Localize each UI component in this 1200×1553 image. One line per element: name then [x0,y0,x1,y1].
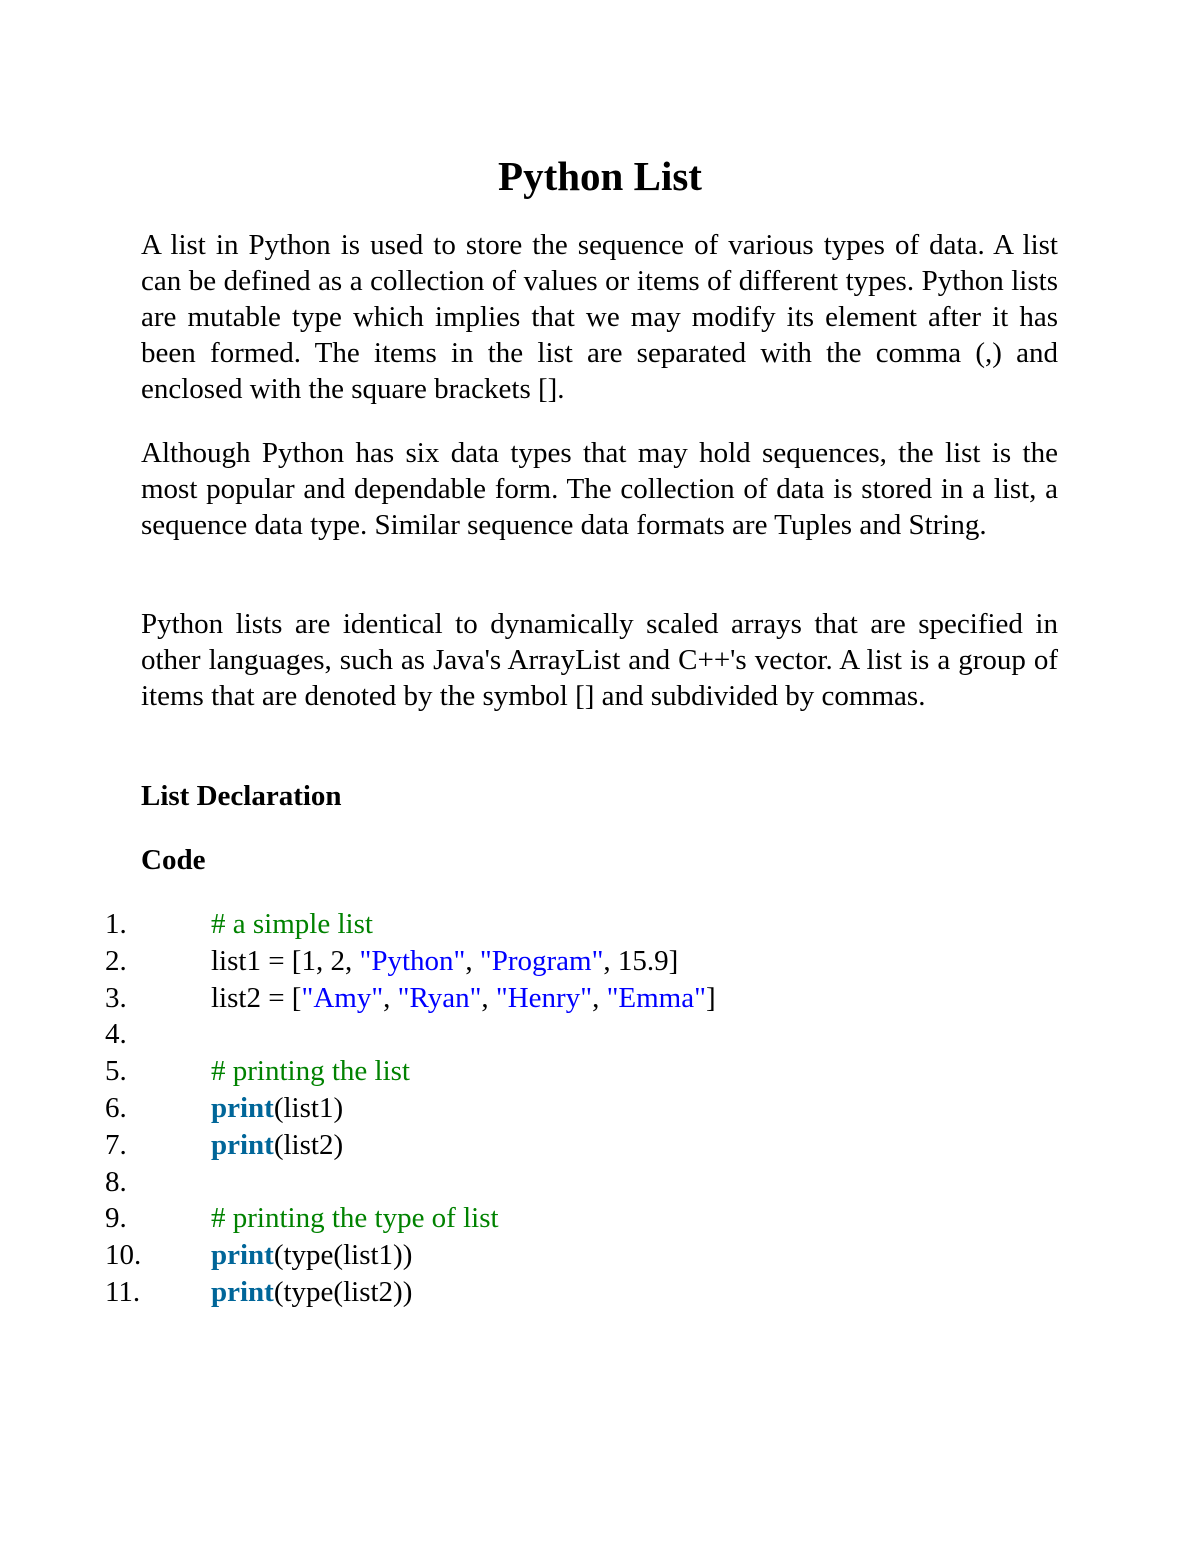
code-token-string: "Python" [359,944,466,977]
code-token-plain: list2 = [ [211,981,302,1014]
line-number: 1. [105,908,127,940]
code-token-keyword: print [211,1239,274,1272]
code-token-plain: , 15.9] [603,944,679,977]
code-block [0,906,1200,1311]
code-token-comment: # printing the list [211,1055,410,1088]
code-line [0,1164,1200,1201]
code-line [0,1053,1200,1090]
code-line [0,1090,1200,1127]
code-source [211,1237,412,1274]
line-number: 6. [105,1091,127,1124]
code-token-plain: (list1) [273,1091,344,1124]
code-token-string: "Henry" [495,981,593,1014]
code-line [0,1274,1200,1311]
page-title: Python List [498,153,702,199]
code-token-plain: , [383,981,398,1014]
code-source [211,943,678,980]
paragraph-dynamic-arrays: Python lists are identical to dynamically scaled arrays that are specified in other languages, such as Java's ArrayList and C++'s vector. A list is a group of items that are denoted by the symbol [] and subdivided by commas. [141,608,1058,712]
code-line [0,1200,1200,1237]
code-token-plain: (type(list2)) [273,1275,413,1308]
line-number: 2. [105,944,127,977]
line-number: 5. [105,1055,127,1088]
code-source [211,1090,343,1127]
code-token-string: "Program" [479,944,604,977]
code-source [211,1274,412,1311]
code-source [211,1053,410,1090]
code-token-plain: , [481,981,496,1014]
line-number: 3. [105,981,127,1014]
code-token-string: "Emma" [606,981,706,1014]
heading-list-declaration: List Declaration [141,780,342,812]
code-token-string: "Ryan" [397,981,482,1014]
code-token-keyword: print [211,1275,274,1308]
code-line [0,980,1200,1017]
heading-code: Code [141,844,206,876]
code-line [0,1237,1200,1274]
line-number: 7. [105,1128,127,1161]
code-token-string: "Amy" [301,981,384,1014]
line-number: 8. [105,1165,127,1198]
code-source [211,980,716,1017]
code-source [211,1200,499,1237]
code-token-comment: # a simple list [211,908,373,940]
code-token-plain: , [592,981,607,1014]
code-source [211,1127,343,1164]
line-number: 9. [105,1202,127,1235]
line-number: 4. [105,1018,127,1051]
code-token-comment: # printing the type of list [211,1202,499,1235]
code-token-plain: list1 = [1, 2, [211,944,360,977]
paragraph-sequence-types: Although Python has six data types that may hold sequences, the list is the most popular and dependable form. The collection of data is stored in a list, a sequence data type. Similar sequence data formats are Tuples and String. [141,437,1058,541]
code-line [0,1127,1200,1164]
code-token-keyword: print [211,1128,274,1161]
line-number: 10. [105,1239,142,1272]
code-token-keyword: print [211,1091,274,1124]
code-token-plain: ] [705,981,716,1014]
paragraph-intro: A list in Python is used to store the sequence of various types of data. A list can be defined as a collection of values or items of different types. Python lists are mutable type which implies that we may modify its element after it has been formed. The items in the list are separated with the comma (,) and enclosed with the square brackets []. [141,229,1058,405]
code-line [0,943,1200,980]
code-line [0,906,1200,943]
code-line [0,1016,1200,1053]
code-token-plain: (list2) [273,1128,344,1161]
code-token-plain: (type(list1)) [273,1239,413,1272]
code-token-plain: , [465,944,480,977]
code-source [211,906,373,943]
line-number: 11. [105,1275,141,1308]
